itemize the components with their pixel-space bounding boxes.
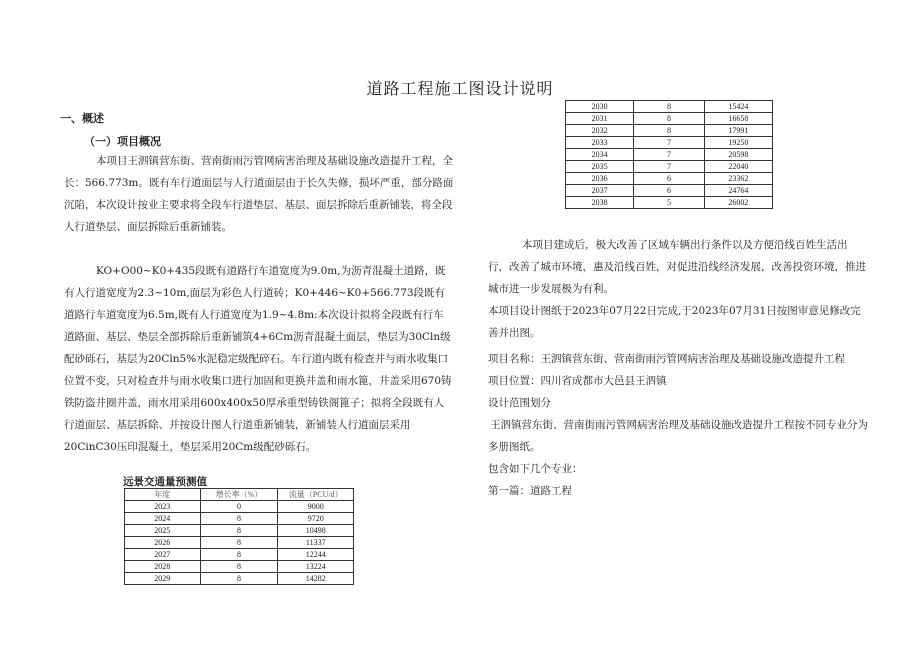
- table-row: [125, 501, 354, 513]
- growth-rate-cell: 8: [200, 537, 278, 549]
- table-row: [125, 573, 354, 585]
- growth-rate-cell: 8: [200, 573, 278, 585]
- right-column: [488, 234, 868, 502]
- table-row: [566, 197, 773, 209]
- growth-rate-cell: 8: [200, 513, 278, 525]
- flow-cell: 26002: [704, 197, 772, 209]
- flow-cell: 20598: [704, 149, 772, 161]
- growth-rate-cell: 6: [634, 173, 704, 185]
- growth-rate-cell: 8: [634, 113, 704, 125]
- flow-cell: 24764: [704, 185, 772, 197]
- growth-rate-cell: 8: [200, 549, 278, 561]
- growth-rate-cell: 6: [634, 185, 704, 197]
- design-scope-heading: 设计范围划分: [488, 397, 551, 409]
- overview-paragraph-2: KO+O00~K0+435段既有道路行车道宽度为9.0m,为沥青混凝土道路，既有人行道宽度为2.3~10m,面层为彩色人行道砖；K0+446~K0+566.773段既有道路行车道宽度为6.5m,既有人行道宽度为1.9~4.8m:本次设计拟将全段既有行车道路面、基层、垫层全部拆除后重新铺筑4+6Cm沥青混凝土面层，垫层为30Cln级配砂砾石，基层为20Cln5%水泥稳定级配碎石。车行道内既有检查井与雨水收集口位置不变，只对检查井与雨水收集口进行加固和更换井盖和雨水篦，井盖采用670铸铁防盗井圈井盖，雨水用采用600x400x50厚承重型铸铁阁篦子；拟将全段既有人行道面层、基层拆除、并按设计图人行道重新铺装，新铺装人行道面层采用20CinC30压印混凝土，垫层采用20Cm级配砂砾石。: [64, 265, 452, 453]
- flow-cell: 22040: [704, 161, 772, 173]
- table-row: [125, 549, 354, 561]
- growth-rate-cell: 8: [200, 525, 278, 537]
- flow-cell: 16658: [704, 113, 772, 125]
- year-cell: 2030: [566, 101, 634, 113]
- flow-cell: 19250: [704, 137, 772, 149]
- year-cell: 2037: [566, 185, 634, 197]
- table-row: [566, 113, 773, 125]
- growth-rate-cell: 7: [634, 137, 704, 149]
- flow-cell: 10498: [278, 525, 354, 537]
- table-row: [125, 561, 354, 573]
- flow-cell: 15424: [704, 101, 772, 113]
- table-row: [566, 173, 773, 185]
- flow-cell: 23362: [704, 173, 772, 185]
- traffic-table-caption: 远景交通量预测值: [123, 476, 207, 488]
- project-location-line: 项目位置：四川省成都市大邑县王泗镇: [488, 375, 667, 387]
- subsection-heading-project-overview: （一）项目概况: [84, 135, 161, 148]
- header-flow: 流量（PCU/d）: [278, 489, 354, 501]
- table-row: [125, 525, 354, 537]
- year-cell: 2029: [125, 573, 201, 585]
- year-cell: 2034: [566, 149, 634, 161]
- header-year: 年度: [125, 489, 201, 501]
- year-cell: 2027: [125, 549, 201, 561]
- growth-rate-cell: 0: [200, 501, 278, 513]
- growth-rate-cell: 7: [634, 161, 704, 173]
- table-row: [566, 137, 773, 149]
- year-cell: 2028: [125, 561, 201, 573]
- table-row: [566, 149, 773, 161]
- table-row: [566, 101, 773, 113]
- overview-paragraph-1: 本项目王泗镇营东街、营南街雨污管网病害治理及基础设施改造提升工程，全长：566.773m。既有车行道面层与人行道面层由于长久失修，损坏严重，部分路面沉陷，本次设计按业主要求将全段车行道垫层、基层、面层拆除后重新铺装，将全段人行道垫层、面层拆除后重新铺装。: [64, 155, 454, 233]
- year-cell: 2023: [125, 501, 201, 513]
- year-cell: 2035: [566, 161, 634, 173]
- growth-rate-cell: 8: [634, 101, 704, 113]
- included-disciplines-line: 包含如下几个专业：: [488, 463, 583, 475]
- year-cell: 2038: [566, 197, 634, 209]
- year-cell: 2026: [125, 537, 201, 549]
- flow-cell: 13224: [278, 561, 354, 573]
- year-cell: 2033: [566, 137, 634, 149]
- year-cell: 2032: [566, 125, 634, 137]
- table-header-row: [125, 489, 354, 501]
- growth-rate-cell: 8: [200, 561, 278, 573]
- year-cell: 2036: [566, 173, 634, 185]
- growth-rate-cell: 5: [634, 197, 704, 209]
- table-row: [125, 513, 354, 525]
- design-date-paragraph: 本项目设计图纸于2023年07月22日完成,于2023年07月31日按图审意见修改完善并出图。: [488, 305, 861, 339]
- flow-cell: 12244: [278, 549, 354, 561]
- traffic-table-part2: [565, 100, 773, 209]
- table-row: [566, 185, 773, 197]
- flow-cell: 9720: [278, 513, 354, 525]
- benefit-paragraph: 本项目建成后，极大改善了区域车辆出行条件以及方便沿线百姓生活出行，改善了城市环境，惠及沿线百姓，对促进沿线经济发展，改善投资环境，推进城市进一步发展极为有利。: [488, 239, 866, 295]
- project-name-line: 项目名称：王泗镇营东街、营南街雨污管网病害治理及基础设施改造提升工程: [488, 353, 845, 365]
- traffic-table-part1: [124, 488, 354, 585]
- page-title: 道路工程施工图设计说明: [366, 79, 554, 98]
- growth-rate-cell: 7: [634, 149, 704, 161]
- header-growth-rate: 增长率（%）: [200, 489, 278, 501]
- year-cell: 2031: [566, 113, 634, 125]
- flow-cell: 17991: [704, 125, 772, 137]
- year-cell: 2025: [125, 525, 201, 537]
- year-cell: 2024: [125, 513, 201, 525]
- flow-cell: 14282: [278, 573, 354, 585]
- growth-rate-cell: 8: [634, 125, 704, 137]
- volume-one-line: 第一篇：道路工程: [488, 485, 572, 497]
- table-row: [566, 125, 773, 137]
- design-scope-paragraph: 王泗镇营东街、营南街雨污管网病害治理及基础设施改造提升工程按不同专业分为多册图纸。: [488, 419, 868, 453]
- section-heading-overview: 一、概述: [60, 112, 104, 125]
- flow-cell: 11337: [278, 537, 354, 549]
- flow-cell: 9000: [278, 501, 354, 513]
- table-row: [566, 161, 773, 173]
- table-row: [125, 537, 354, 549]
